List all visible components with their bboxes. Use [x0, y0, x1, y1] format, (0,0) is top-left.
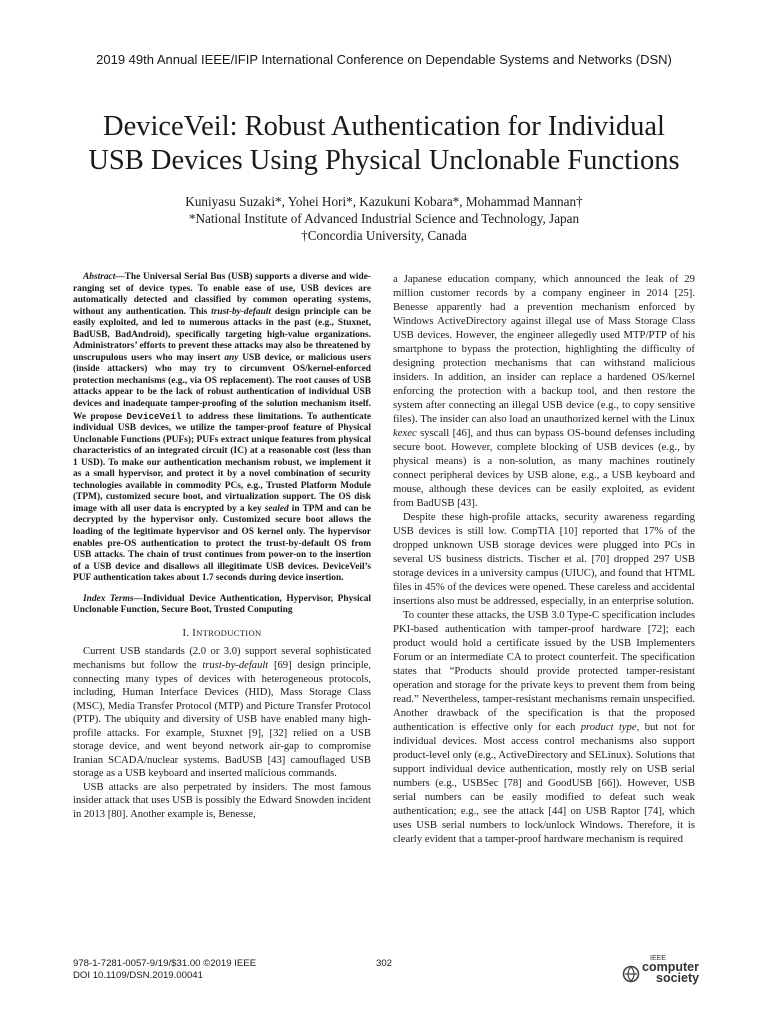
- author-block: [0, 193, 768, 244]
- abstract-text-4: to address these limitations. To authenticate individual USB devices, we utilize the tamper-proof feature of Physical Unclonable Functions (PUFs); PUFs extract unique features from physical characteristics of an integrated circuit (IC) at a reasonable cost (less than 1 USD). To make our authentication mechanism robust, we implement it as a small hypervisor, and protect it by a novel combination of security technologies available in commodity PCs, e.g., Trusted Platform Module (TPM), customized secure boot, and virtualization support. The OS disk image with all user data is encrypted by a key: [73, 411, 371, 514]
- right-p1-text-a: a Japanese education company, which announced the leak of 29 million customer records by a company engineer in 2014 [25]. Benesse apparently had a prevention mechanism enforced by Windows ActiveDirectory against illegal use of Mass Storage Class USB devices. However, the engineer allegedly used MTP/PTP of his smartphone to bypass the protection, highlighting the difficulty of designing protection mechanisms that can withstand malicious insiders. In addition, an insider can replace a hardened OS/kernel enforcing the protection with a backup tool, and then restore the system after connecting an illegal USB device (e.g., to copy sensitive files). The insider can also load an unauthorized kernel with the Linux: [393, 273, 695, 425]
- section-heading-introduction: [73, 627, 371, 641]
- intro-p1-emph: trust-by-default: [202, 659, 269, 671]
- right-column: [393, 272, 695, 846]
- footer-doi: DOI 10.1109/DSN.2019.00041: [73, 969, 203, 981]
- abstract-text-1: —The Universal Serial Bus (USB) supports a diverse and wide-ranging set of device types. To enable ease of use, USB devices are automatically detected and classified by common operating systems, without any authentication. This: [73, 272, 371, 317]
- right-p1-text-b: syscall [46], and thus can bypass OS-bound defenses including secure boot. However, complete blocking of USB devices (e.g., by physical means) is a non-solution, as many machines routinely connect peripheral devices by USB alone, e.g., a USB keyboard and mouse, although these devices can be easily exploited, as evident from BadUSB [43].: [393, 427, 695, 509]
- right-p3-text-b: , but not for individual devices. Most access control mechanisms also support product-level only (e.g., ActiveDirectory and SELinux). Solutions that support individual device authentication, mostly rely on USB serial numbers (e.g., USBSec [78] and GoodUSB [66]). However, USB serial numbers can be easily modified to defeat such weak authentication; e.g., see the attack [44] on USB Raptor [74], which uses USB serial numbers to lock/unlock Windows. Therefore, it is clearly evident that a tamper-proof hardware mechanism is required: [393, 721, 695, 845]
- intro-p1-text-a: Current USB standards (2.0 or 3.0) support several sophisticated mechanisms but follow the: [73, 646, 371, 671]
- intro-p1-text-b: [69] design principle, connecting many types of devices with heterogeneous protocols, including, Human Interface Devices (HID), Mass Storage Class (MSC), Media Transfer Protocol (MTP) and Picture Transfer Protocol (PTP). The ubiquity and diversity of USB have enabled many high-profile attacks. For example, Stuxnet [9], [32] relied on a USB storage device, and went beyond network air-gap to compromise Iranian SCADA/nuclear systems. BadUSB [43] camouflaged USB storage as a USB keyboard and inserted malicious commands.: [73, 659, 371, 780]
- abstract-emph-any: any: [224, 352, 239, 363]
- right-p3-emph: product type: [580, 721, 637, 733]
- intro-paragraph-2: USB attacks are also perpetrated by insiders. The most famous insider attack that uses USB is possibly the Edward Snowden incident in 2013 [80]. Another example is, Benesse,: [73, 781, 371, 820]
- conference-header: 2019 49th Annual IEEE/IFIP International Conference on Dependable Systems and Networks (DSN): [96, 52, 672, 67]
- affiliation-2: †Concordia University, Canada: [301, 228, 467, 243]
- title-line-1: DeviceVeil: Robust Authentication for Individual: [103, 111, 665, 142]
- logo-line-2: society: [656, 971, 700, 985]
- author-names: Kuniyasu Suzaki*, Yohei Hori*, Kazukuni Kobara*, Mohammad Mannan†: [185, 194, 583, 209]
- intro-paragraph-1: [73, 645, 371, 780]
- abstract: [73, 272, 371, 585]
- abstract-text-3: USB device, or malicious users (inside attackers) who may try to circumvent OS/kernel-enforced protection mechanisms (e.g., via OS replacement). The root causes of USB attacks appear to be the lack of robust authentication of individual USB devices and inadequate tamper-proofing of the solution mechanism itself. We propose: [73, 352, 371, 422]
- logo-wordmark: [642, 962, 699, 984]
- logo-line-1: computer: [642, 960, 699, 974]
- right-paragraph-3: [393, 608, 695, 846]
- index-terms-lead: Index Terms: [83, 593, 134, 604]
- footer-isbn: 978-1-7281-0057-9/19/$31.00 ©2019 IEEE: [73, 958, 257, 969]
- abstract-emph-trust: trust-by-default: [211, 306, 272, 317]
- logo-ieee-text: IEEE: [650, 955, 666, 962]
- section-number: I. I: [182, 627, 197, 639]
- abstract-text-2: design principle can be easily exploited, and led to numerous attacks in the past (e.g., Stuxnet, BadUSB, BadAndroid), specifically targeting high-value organizations. Administrators’ efforts to prevent these attacks may also be threatened by unscrupulous users who may insert: [73, 306, 371, 363]
- ieee-computer-society-logo: [622, 955, 717, 997]
- abstract-system-name: DeviceVeil: [126, 410, 182, 422]
- abstract-lead: Abstract: [83, 272, 116, 282]
- paper-title: [40, 110, 728, 178]
- abstract-emph-sealed: sealed: [264, 503, 289, 514]
- section-name: NTRODUCTION: [196, 627, 262, 638]
- title-line-2: USB Devices Using Physical Unclonable Functions: [88, 145, 680, 176]
- affiliation-1: *National Institute of Advanced Industrial Science and Technology, Japan: [188, 211, 580, 226]
- right-paragraph-1: [393, 272, 695, 510]
- index-terms: [73, 594, 371, 617]
- right-p1-emph-kexec: kexec: [393, 427, 417, 439]
- left-column: [73, 272, 371, 822]
- right-p3-text-a: To counter these attacks, the USB 3.0 Type-C specification includes PKI-based authentication with tamper-proof hardware [72]; each product would hold a certificate issued by the USB Implementers Forum or an intermediate CA to protect counterfeit. The specification states that “Products should provide protected tamper-resistant operation and storage for the private keys to prevent them from being read.” Nevertheless, tamper-resistant mechanisms remain unspecified. Another drawback of the specification is that the proposed authentication is effective only for each: [393, 609, 695, 733]
- abstract-text-5: in TPM and can be decrypted by the hypervisor only. Customized secure boot allows the loading of the legitimate hypervisor and OS kernel only. The hypervisor enables pre-OS authentication to protect the trust-by-default OS from USB attacks. The chain of trust continues from power-on to the insertion of a USB device and disallows all illegitimate USB devices. DeviceVeil’s PUF authentication takes about 1.7 seconds during device insertion.: [73, 503, 371, 584]
- index-terms-text: —Individual Device Authentication, Hypervisor, Physical Unclonable Function, Secure Boot, Trusted Computing: [73, 593, 372, 616]
- right-paragraph-2: Despite these high-profile attacks, security awareness regarding USB devices is still low. CompTIA [10] reported that 17% of the dropped unknown USB storage devices were plugged into PCs in several US business districts. Tischer et al. [70] dropped 297 USB storage devices in a university campus (UIUC), and found that HTML files in 45% of the devices were opened. These careless and accidental insertions also must be addressed, especially, in an enterprise solution.: [393, 511, 695, 607]
- page-number: 302: [375, 958, 392, 969]
- globe-icon: [622, 965, 640, 983]
